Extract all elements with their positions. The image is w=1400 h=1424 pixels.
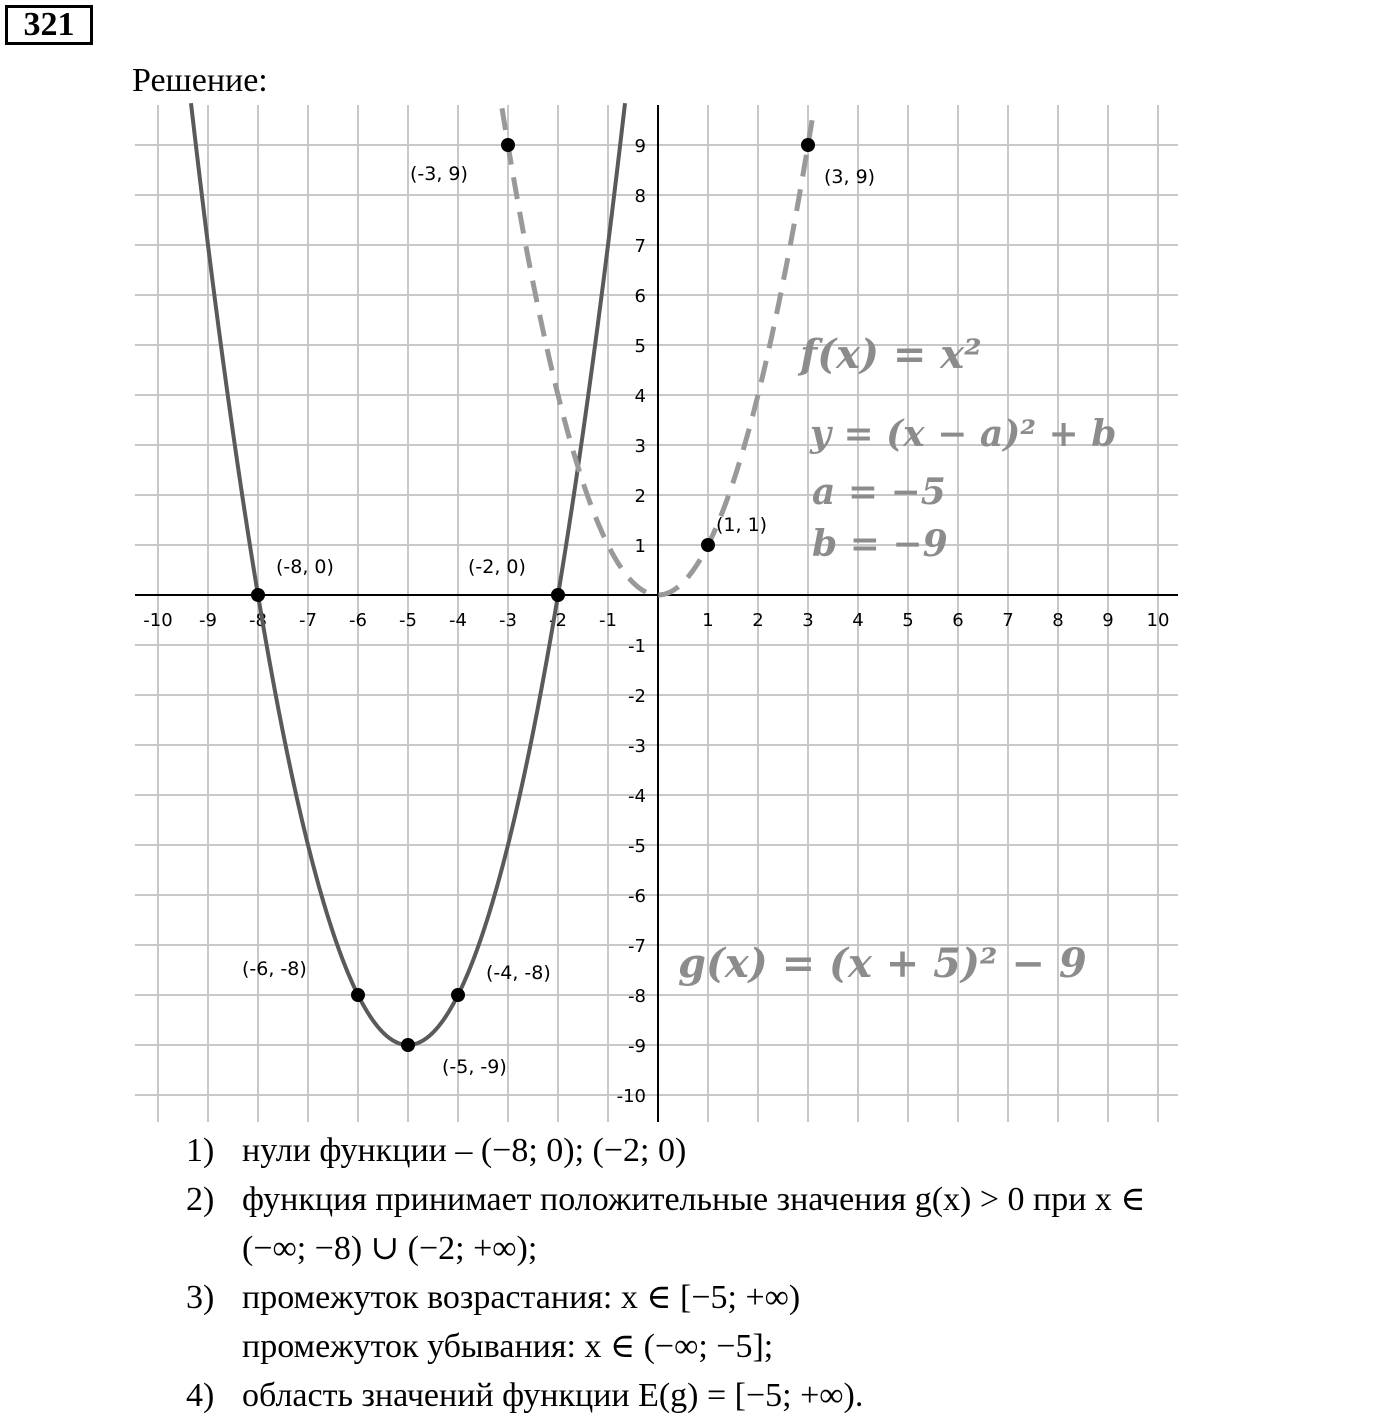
x-tick-label: 10	[1146, 610, 1170, 631]
y-tick-label: -7	[628, 936, 646, 957]
answer-list	[186, 1126, 1400, 1420]
answer-item	[186, 1224, 1400, 1273]
x-tick-label: -6	[349, 610, 367, 631]
answer-item	[186, 1175, 1400, 1224]
x-tick-label: 5	[902, 610, 914, 631]
y-tick-label: 9	[634, 136, 646, 157]
formula-f: f(x) = x²	[800, 331, 982, 378]
data-point	[451, 988, 465, 1002]
answer-text: промежуток убывания: x ∈ (−∞; −5];	[242, 1328, 774, 1365]
x-tick-label: -9	[199, 610, 217, 631]
x-tick-label: -7	[299, 610, 317, 631]
x-tick-label: -8	[249, 610, 267, 631]
x-tick-label: -5	[399, 610, 417, 631]
y-tick-label: -4	[628, 786, 646, 807]
answer-item	[186, 1371, 1400, 1420]
y-tick-label: -6	[628, 886, 646, 907]
y-tick-label: 2	[634, 486, 646, 507]
answer-number: 1)	[186, 1132, 215, 1169]
data-point	[251, 588, 265, 602]
answer-text: функция принимает положительные значения g(x) > 0 при x ∈	[242, 1181, 1146, 1218]
x-tick-label: 6	[952, 610, 964, 631]
answer-item	[186, 1322, 1400, 1371]
point-label: (-8, 0)	[276, 556, 334, 578]
y-tick-label: -1	[628, 636, 646, 657]
y-tick-label: -9	[628, 1036, 646, 1057]
x-tick-label: 7	[1002, 610, 1014, 631]
x-tick-label: -1	[599, 610, 617, 631]
solution-label: Решение:	[132, 62, 268, 99]
y-tick-label: 4	[634, 386, 646, 407]
point-label: (3, 9)	[824, 166, 876, 188]
data-point	[501, 138, 515, 152]
point-label: (1, 1)	[716, 514, 768, 536]
answer-text: область значений функции E(g) = [−5; +∞).	[242, 1377, 864, 1414]
chart-annotations	[678, 331, 1116, 987]
point-label: (-6, -8)	[242, 958, 307, 980]
y-tick-label: 7	[634, 236, 646, 257]
data-point	[801, 138, 815, 152]
data-point	[351, 988, 365, 1002]
data-point	[551, 588, 565, 602]
data-point	[701, 538, 715, 552]
answer-text: промежуток возрастания: x ∈ [−5; +∞)	[242, 1279, 801, 1316]
answer-number: 4)	[186, 1377, 215, 1414]
x-tick-label: 4	[852, 610, 864, 631]
x-tick-label: 1	[702, 610, 714, 631]
y-tick-label: -2	[628, 686, 646, 707]
y-tick-label: 1	[634, 536, 646, 557]
y-tick-label: 3	[634, 436, 646, 457]
answer-item	[186, 1126, 1400, 1175]
answer-item	[186, 1273, 1400, 1322]
y-tick-label: -10	[616, 1086, 646, 1107]
x-tick-label: 3	[802, 610, 814, 631]
x-tick-label: -3	[499, 610, 517, 631]
y-tick-label: -3	[628, 736, 646, 757]
formula-g: g(x) = (x + 5)² − 9	[678, 940, 1087, 987]
point-label: (-2, 0)	[468, 556, 526, 578]
x-tick-label: -4	[449, 610, 467, 631]
formula-general: y = (x − a)² + b	[810, 413, 1117, 455]
formula-b: b = −9	[812, 523, 948, 565]
formula-a: a = −5	[812, 471, 946, 513]
data-point	[401, 1038, 415, 1052]
y-tick-label: -8	[628, 986, 646, 1007]
answer-number: 3)	[186, 1279, 215, 1316]
x-tick-label: -10	[143, 610, 173, 631]
y-tick-label: 5	[634, 336, 646, 357]
answer-text: (−∞; −8) ∪ (−2; +∞);	[242, 1230, 538, 1267]
answer-text: нули функции – (−8; 0); (−2; 0)	[242, 1132, 687, 1169]
point-label: (-4, -8)	[486, 962, 551, 984]
y-tick-label: 6	[634, 286, 646, 307]
y-tick-label: -5	[628, 836, 646, 857]
point-label: (-5, -9)	[442, 1056, 507, 1078]
answer-number: 2)	[186, 1181, 215, 1218]
x-tick-label: 9	[1102, 610, 1114, 631]
problem-number: 321	[5, 5, 93, 45]
y-tick-label: 8	[634, 186, 646, 207]
x-tick-label: -2	[549, 610, 567, 631]
x-tick-label: 8	[1052, 610, 1064, 631]
point-label: (-3, 9)	[410, 163, 468, 185]
x-tick-label: 2	[752, 610, 764, 631]
